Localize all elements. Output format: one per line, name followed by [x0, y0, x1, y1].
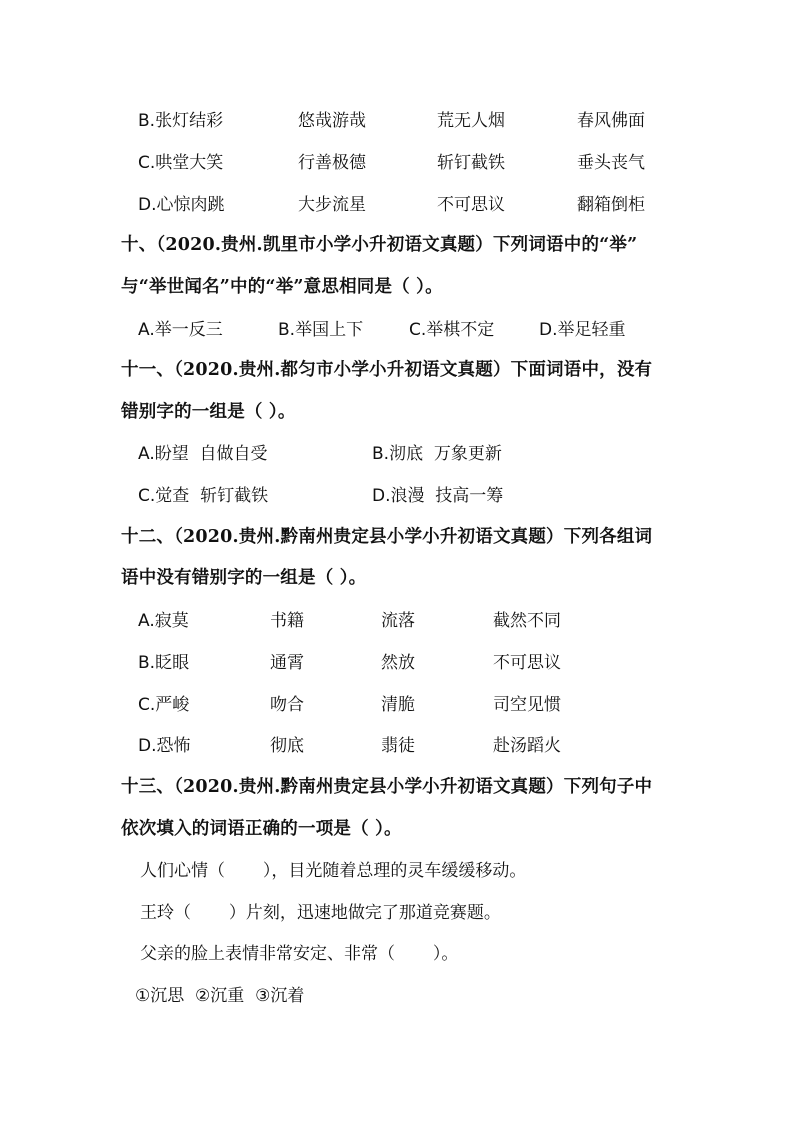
option-cell: 截然不同	[493, 611, 561, 631]
option-cell: 通霄	[270, 653, 304, 673]
option-cell: 司空见惯	[493, 695, 561, 715]
option-cell: C.严峻	[138, 695, 190, 715]
question-text: 与“举世闻名”中的“举”意思相同是（ ）。	[121, 277, 443, 297]
option-cell: D.心惊肉跳	[138, 195, 225, 215]
question-text: 十一、（2020.贵州.都匀市小学小升初语文真题）下面词语中，没有	[121, 360, 653, 380]
option-cell: 荒无人烟	[437, 111, 505, 131]
option-a: A.举一反三	[138, 320, 223, 340]
option-b: B.沏底 万象更新	[372, 444, 502, 464]
option-cell: D.恐怖	[138, 736, 191, 756]
option-cell: B.张灯结彩	[138, 111, 224, 131]
question-text: 依次填入的词语正确的一项是（ ）。	[121, 819, 402, 839]
option-cell: 春风佛面	[577, 111, 645, 131]
option-cell: 悠哉游哉	[298, 111, 366, 131]
option-cell: A.寂莫	[138, 611, 189, 631]
option-cell: 垂头丧气	[577, 153, 645, 173]
option-cell: 清脆	[381, 695, 415, 715]
option-b: B.举国上下	[278, 320, 364, 340]
option-cell: 流落	[381, 611, 415, 631]
option-c: C.举棋不定	[409, 320, 495, 340]
sentence: 父亲的脸上表情非常安定、非常（ ）。	[140, 944, 459, 964]
option-cell: 斩钉截铁	[437, 153, 505, 173]
option-a: A.盼望 自做自受	[138, 444, 268, 464]
option-d: D.举足轻重	[539, 320, 626, 340]
option-c: C.觉查 斩钉截铁	[138, 486, 269, 506]
option-cell: 大步流星	[298, 195, 366, 215]
option-cell: 然放	[381, 653, 415, 673]
question-text: 十、（2020.贵州.凯里市小学小升初语文真题）下列词语中的“举”	[121, 235, 638, 255]
question-text: 十三、（2020.贵州.黔南州贵定县小学小升初语文真题）下列句子中	[121, 777, 653, 797]
sentence: 人们心情（ ），目光随着总理的灵车缓缓移动。	[140, 861, 527, 881]
choice-list: ①沉思 ②沉重 ③沉着	[135, 986, 305, 1006]
option-cell: 不可思议	[493, 653, 561, 673]
option-cell: 吻合	[270, 695, 304, 715]
option-cell: 赴汤蹈火	[493, 736, 561, 756]
question-text: 语中没有错别字的一组是（ ）。	[121, 568, 367, 588]
option-cell: 书籍	[270, 611, 304, 631]
option-cell: 彻底	[270, 736, 304, 756]
option-cell: 行善极德	[298, 153, 366, 173]
option-cell: B.眨眼	[138, 653, 190, 673]
sentence: 王玲（ ）片刻，迅速地做完了那道竞赛题。	[140, 903, 501, 923]
option-cell: C.哄堂大笑	[138, 153, 224, 173]
question-text: 十二、（2020.贵州.黔南州贵定县小学小升初语文真题）下列各组词	[121, 527, 653, 547]
option-d: D.浪漫 技高一筹	[372, 486, 504, 506]
option-cell: 不可思议	[437, 195, 505, 215]
option-cell: 翡徒	[381, 736, 415, 756]
option-cell: 翻箱倒柜	[577, 195, 645, 215]
question-text: 错别字的一组是（ ）。	[121, 402, 296, 422]
